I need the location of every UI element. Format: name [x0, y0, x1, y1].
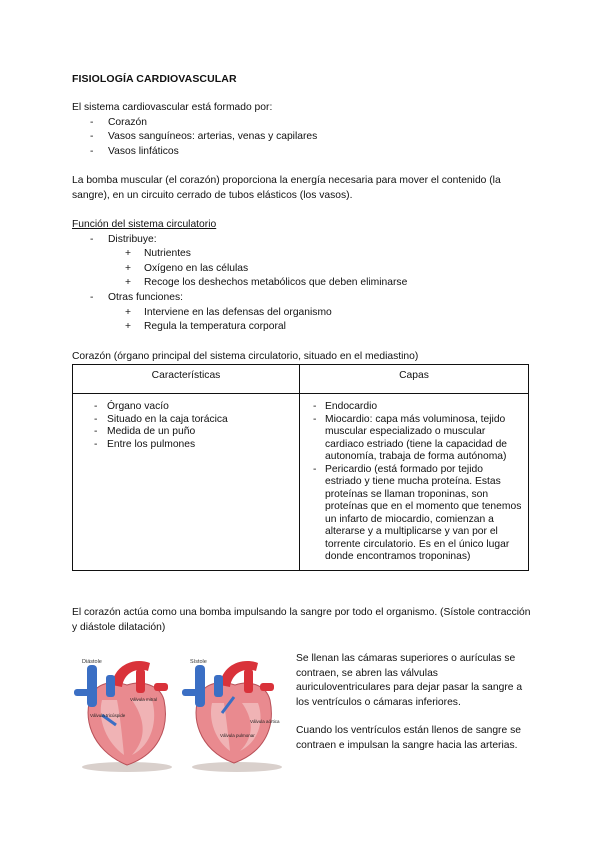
action-paragraph: El corazón actúa como una bomba impulsando la sangre por todo el organismo. (Sístole contracción y diástole dilatación) — [72, 607, 531, 633]
function-heading: Función del sistema circulatorio — [72, 219, 217, 230]
list-item: + Recoge los deshechos metabólicos que deben eliminarse — [72, 276, 532, 291]
other-functions-list — [72, 306, 532, 335]
list-item: - Situado en la caja torácica — [79, 414, 293, 427]
intro-lead: El sistema cardiovascular está formado por: — [72, 102, 273, 113]
function-group-other — [72, 291, 532, 306]
heart-table — [72, 364, 529, 571]
list-item: - Vasos sanguíneos: arterias, venas y capilares — [72, 130, 317, 145]
systole-heart — [182, 661, 282, 772]
heart-illustration — [72, 655, 282, 775]
list-item: - Miocardio: capa más voluminosa, tejido muscular especializado o muscular cardiaco estriado (tiene la capacidad de autonomía, trabaja de forma autónoma) — [306, 414, 522, 464]
label-valve-tricuspid: Válvula tricúspide — [90, 713, 126, 718]
label-valve-mitral: Válvula mitral — [130, 697, 158, 702]
heart-cycle-figure — [72, 655, 282, 775]
atria-paragraph: Se llenan las cámaras superiores o aurículas se contraen, se abren las válvulas auriculoventriculares para dejar pasar la sangre a los ventrículos o cámaras inferiores. — [296, 653, 523, 708]
pump-paragraph: La bomba muscular (el corazón) proporciona la energía necesaria para mover el contenido (la sangre), en un circuito cerrado de tubos elásticos (los vasos). — [72, 175, 501, 201]
characteristics-list — [79, 401, 293, 451]
cycle-explanation — [296, 652, 532, 754]
list-item: - Pericardio (está formado por tejido estriado y tiene mucha proteína. Estas proteínas se llaman troponinas, son proteínas que en el momento que tenemos un infarto de miocardio, comienzan a alterarse y a multiplicarse y van por el torrente circulatorio. Es en el único lugar donde encontramos troponinas) — [306, 464, 522, 564]
function-section — [72, 218, 532, 335]
intro-list — [72, 116, 317, 160]
table-header-row — [73, 365, 529, 394]
layers-cell — [300, 394, 529, 571]
list-item: + Nutrientes — [72, 247, 532, 262]
function-group-distribute — [72, 233, 532, 248]
diastole-label: Diástole — [82, 659, 102, 665]
layers-list — [306, 401, 522, 564]
characteristics-cell — [73, 394, 300, 571]
table-row — [73, 394, 529, 571]
group-label: Otras funciones: — [108, 291, 183, 303]
heart-caption: Corazón (órgano principal del sistema circulatorio, situado en el mediastino) — [72, 351, 419, 362]
function-groups-2 — [72, 291, 532, 306]
label-valve-aortic: Válvula aórtica — [250, 719, 280, 724]
list-item: - Medida de un puño — [79, 426, 293, 439]
list-item: - Entre los pulmones — [79, 439, 293, 452]
header-layers: Capas — [300, 365, 529, 394]
group-label: Distribuye: — [108, 233, 157, 245]
list-item: + Oxígeno en las células — [72, 262, 532, 277]
list-item: - Vasos linfáticos — [72, 145, 317, 160]
function-groups — [72, 233, 532, 248]
list-item: + Regula la temperatura corporal — [72, 320, 532, 335]
page-title: FISIOLOGÍA CARDIOVASCULAR — [72, 73, 237, 85]
list-item: - Endocardio — [306, 401, 522, 414]
distribute-list — [72, 247, 532, 291]
systole-label: Sístole — [190, 659, 207, 665]
ventricles-paragraph: Cuando los ventrículos están llenos de sangre se contraen e impulsan la sangre hacia las arterias. — [296, 725, 521, 751]
intro-section — [72, 101, 317, 159]
list-item: - Corazón — [72, 116, 317, 131]
list-item: - Órgano vacío — [79, 401, 293, 414]
list-item: + Interviene en las defensas del organismo — [72, 306, 532, 321]
header-characteristics: Características — [73, 365, 300, 394]
label-valve-pulmonary: Válvula pulmonar — [220, 733, 255, 738]
